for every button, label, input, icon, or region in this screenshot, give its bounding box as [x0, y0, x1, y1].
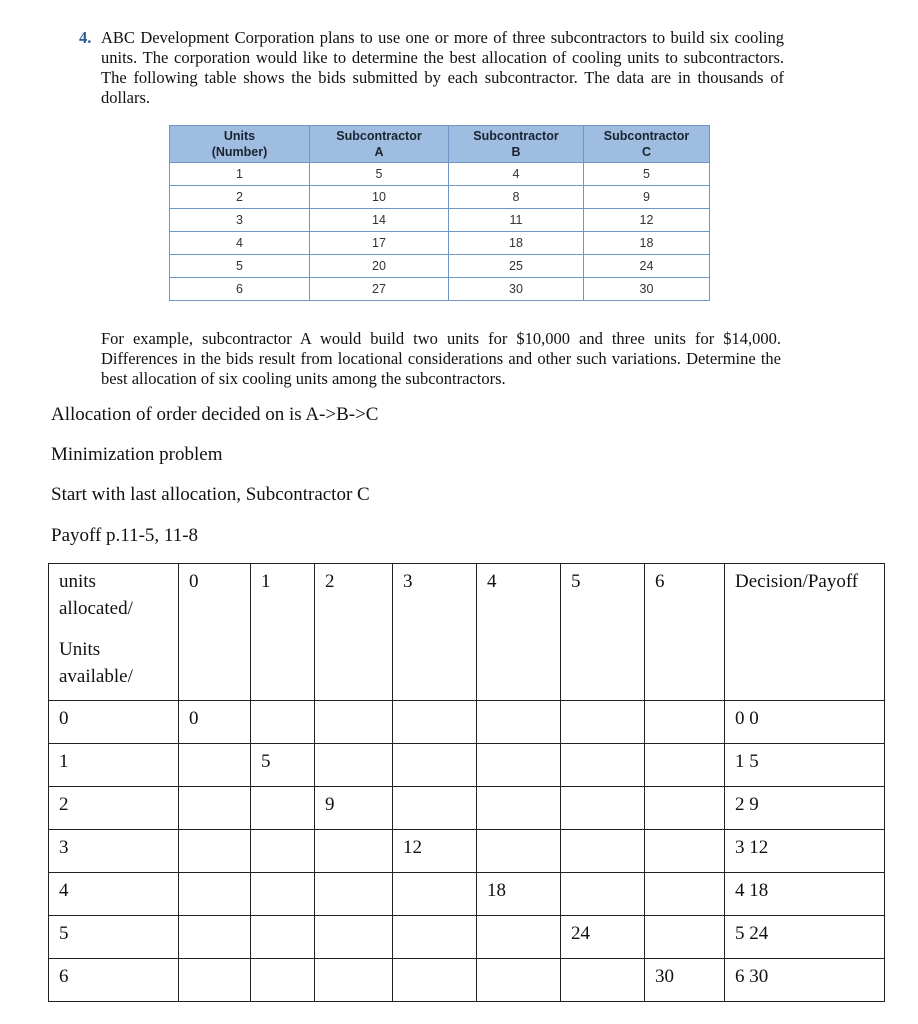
bids-row [170, 232, 710, 255]
note-allocation-order: Allocation of order decided on is A->B->C [51, 404, 379, 425]
bids-cell: 18 [584, 232, 710, 255]
bids-cell: 4 [449, 163, 584, 186]
payoff-col-header: 4 [477, 564, 561, 701]
bids-cell: 5 [170, 255, 310, 278]
payoff-cell [561, 873, 645, 916]
bids-header-sub-c: Subcontractor C [584, 126, 710, 163]
problem-text: ABC Development Corporation plans to use one or more of three subcontractors to build six cooling units. The corporation would like to determine the best allocation of cooling units to subcontractors. The following table shows the bids submitted by each subcontractor. The data are in thousands of dollars. [101, 28, 784, 107]
bids-cell: 25 [449, 255, 584, 278]
payoff-cell: 24 [561, 916, 645, 959]
bids-row [170, 278, 710, 301]
payoff-cell [393, 744, 477, 787]
payoff-corner-header: units allocated/ Units available/ [49, 564, 179, 701]
payoff-cell [477, 916, 561, 959]
payoff-decision: 6 30 [725, 959, 885, 1002]
bids-cell: 1 [170, 163, 310, 186]
payoff-cell [251, 787, 315, 830]
payoff-row [49, 959, 885, 1002]
payoff-cell [393, 959, 477, 1002]
bids-cell: 17 [310, 232, 449, 255]
payoff-row [49, 744, 885, 787]
payoff-cell: 18 [477, 873, 561, 916]
payoff-cell [179, 873, 251, 916]
payoff-col-header: 5 [561, 564, 645, 701]
payoff-cell [315, 873, 393, 916]
payoff-cell [561, 959, 645, 1002]
payoff-cell [315, 830, 393, 873]
note-start-last: Start with last allocation, Subcontractor C [51, 484, 370, 505]
payoff-decision: 3 12 [725, 830, 885, 873]
payoff-available: 6 [49, 959, 179, 1002]
payoff-cell: 12 [393, 830, 477, 873]
payoff-row [49, 787, 885, 830]
payoff-table [48, 563, 885, 1002]
note-payoff-ref: Payoff p.11-5, 11-8 [51, 525, 199, 546]
payoff-cell [561, 830, 645, 873]
payoff-decision: 4 18 [725, 873, 885, 916]
payoff-cell: 5 [251, 744, 315, 787]
payoff-available: 1 [49, 744, 179, 787]
bids-row [170, 186, 710, 209]
payoff-cell [561, 744, 645, 787]
payoff-cell: 30 [645, 959, 725, 1002]
payoff-cell [393, 916, 477, 959]
payoff-cell: 9 [315, 787, 393, 830]
bids-cell: 12 [584, 209, 710, 232]
bids-table [169, 125, 710, 301]
payoff-cell [179, 744, 251, 787]
bids-row [170, 163, 710, 186]
payoff-cell [561, 787, 645, 830]
note-minimization: Minimization problem [51, 444, 223, 465]
payoff-decision-header: Decision/Payoff [725, 564, 885, 701]
payoff-cell [645, 701, 725, 744]
payoff-cell [179, 916, 251, 959]
payoff-col-header: 6 [645, 564, 725, 701]
payoff-cell [179, 787, 251, 830]
payoff-cell [251, 873, 315, 916]
payoff-cell [251, 916, 315, 959]
payoff-cell [393, 873, 477, 916]
payoff-available: 3 [49, 830, 179, 873]
payoff-cell [645, 744, 725, 787]
payoff-col-header: 2 [315, 564, 393, 701]
bids-cell: 14 [310, 209, 449, 232]
payoff-available: 0 [49, 701, 179, 744]
payoff-decision: 0 0 [725, 701, 885, 744]
payoff-cell [393, 787, 477, 830]
payoff-col-header: 1 [251, 564, 315, 701]
bids-cell: 20 [310, 255, 449, 278]
payoff-row [49, 701, 885, 744]
bids-cell: 6 [170, 278, 310, 301]
bids-cell: 9 [584, 186, 710, 209]
payoff-cell [251, 830, 315, 873]
bids-cell: 11 [449, 209, 584, 232]
payoff-cell [645, 873, 725, 916]
bids-header-row [170, 126, 710, 163]
payoff-cell [645, 830, 725, 873]
payoff-cell [251, 701, 315, 744]
bids-cell: 2 [170, 186, 310, 209]
payoff-cell [477, 787, 561, 830]
payoff-cell [477, 959, 561, 1002]
payoff-cell [315, 744, 393, 787]
payoff-header-row [49, 564, 885, 701]
payoff-decision: 5 24 [725, 916, 885, 959]
bids-cell: 8 [449, 186, 584, 209]
bids-cell: 24 [584, 255, 710, 278]
bids-header-sub-b: Subcontractor B [449, 126, 584, 163]
payoff-cell [477, 744, 561, 787]
bids-header-units: Units (Number) [170, 126, 310, 163]
bids-cell: 30 [584, 278, 710, 301]
payoff-row [49, 830, 885, 873]
payoff-row [49, 873, 885, 916]
payoff-cell [561, 701, 645, 744]
payoff-decision: 1 5 [725, 744, 885, 787]
bids-row [170, 209, 710, 232]
payoff-cell [393, 701, 477, 744]
payoff-cell [645, 916, 725, 959]
bids-cell: 30 [449, 278, 584, 301]
payoff-cell [645, 787, 725, 830]
example-paragraph: For example, subcontractor A would build two units for $10,000 and three units for $14,000. Differences in the bids result from locational considerations and other such variations. Determine the best allocation of six cooling units among the subcontractors. [101, 329, 781, 388]
bids-cell: 27 [310, 278, 449, 301]
bids-cell: 4 [170, 232, 310, 255]
payoff-cell [477, 830, 561, 873]
payoff-cell [315, 701, 393, 744]
bids-cell: 3 [170, 209, 310, 232]
payoff-row [49, 916, 885, 959]
payoff-cell [315, 916, 393, 959]
problem-number: 4. [79, 28, 92, 47]
bids-header-sub-a: Subcontractor A [310, 126, 449, 163]
bids-cell: 5 [310, 163, 449, 186]
bids-row [170, 255, 710, 278]
payoff-decision: 2 9 [725, 787, 885, 830]
payoff-cell [315, 959, 393, 1002]
payoff-cell [179, 830, 251, 873]
payoff-cell [251, 959, 315, 1002]
payoff-cell: 0 [179, 701, 251, 744]
problem-statement [79, 28, 784, 108]
payoff-available: 5 [49, 916, 179, 959]
bids-cell: 10 [310, 186, 449, 209]
payoff-cell [477, 701, 561, 744]
payoff-col-header: 3 [393, 564, 477, 701]
payoff-available: 2 [49, 787, 179, 830]
payoff-cell [179, 959, 251, 1002]
bids-cell: 5 [584, 163, 710, 186]
payoff-col-header: 0 [179, 564, 251, 701]
payoff-available: 4 [49, 873, 179, 916]
bids-cell: 18 [449, 232, 584, 255]
